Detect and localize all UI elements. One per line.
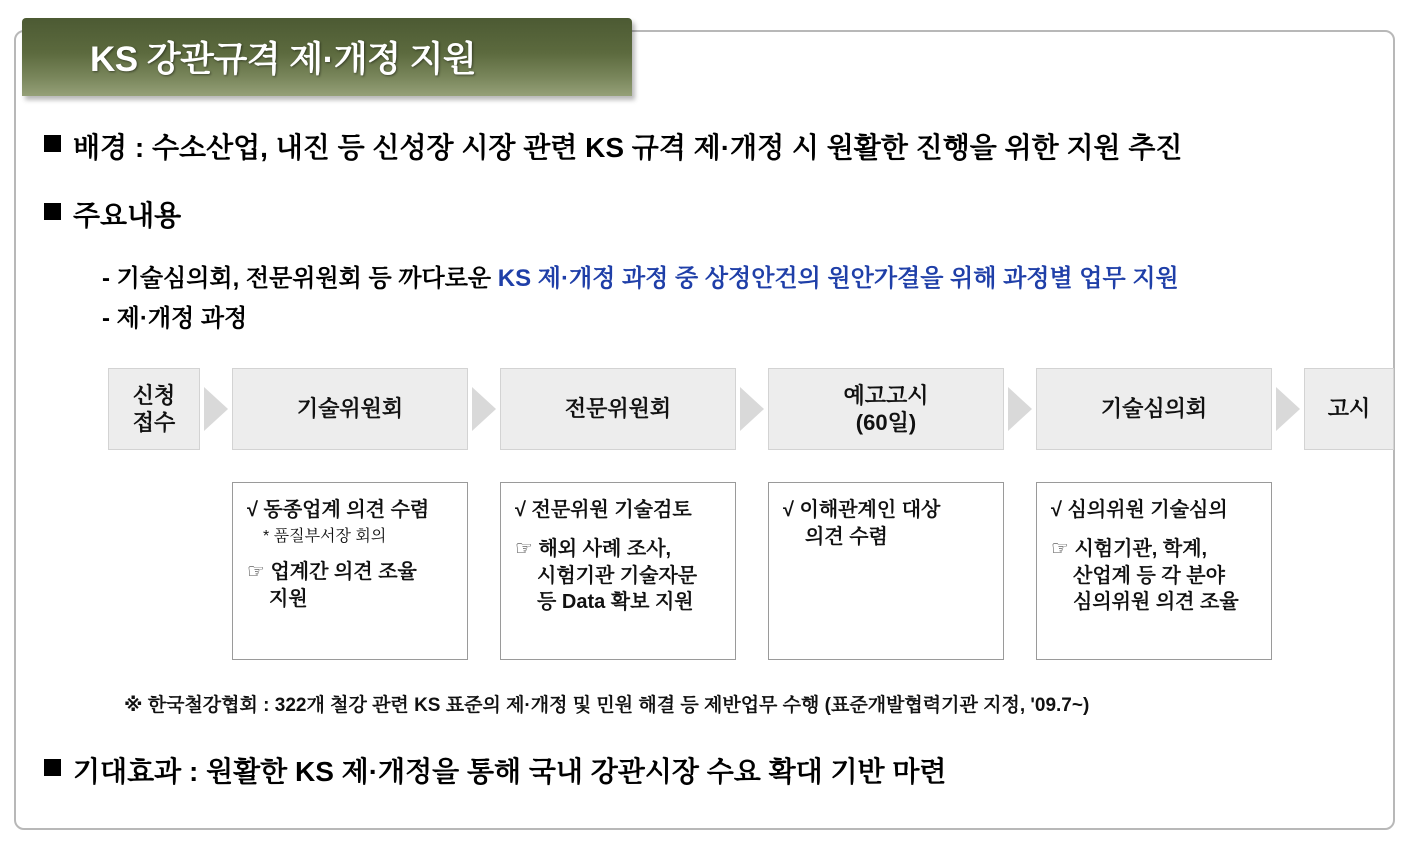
flow-arrow-icon (1008, 387, 1032, 431)
flow-step-deliberation-committee (1036, 368, 1272, 450)
flow-step-public-notice (768, 368, 1004, 450)
spacer (1051, 524, 1259, 536)
bullet-background-text: 배경 : 수소산업, 내진 등 신성장 시장 관련 KS 규격 제·개정 시 원활한 진행을 위한 지원 추진 (73, 132, 1183, 163)
spacer (515, 524, 723, 536)
detail-point-2-b: 시험기관 기술자문 (537, 564, 698, 587)
flow-step-application-label: 신청 접수 (132, 382, 176, 435)
slide-content (14, 30, 1395, 830)
detail-line-1-pre: - 기술심의회, 전문위원회 등 까다로운 (102, 265, 498, 292)
detail-line-1 (102, 258, 1179, 293)
process-flow (108, 368, 1371, 468)
flow-step-expert-committee-label: 전문위원회 (564, 396, 672, 422)
bullet-background (44, 126, 1182, 166)
page-title: KS 강관규격 제·개정 지원 (90, 40, 477, 79)
flow-step-notification (1304, 368, 1394, 450)
spacer (247, 547, 455, 559)
flow-arrow-icon (472, 387, 496, 431)
detail-check-3: √ 이해관계인 대상 (783, 499, 941, 521)
bullet-main-content-text: 주요내용 (73, 200, 182, 231)
flow-step-expert-committee (500, 368, 736, 450)
square-bullet-icon (44, 203, 61, 220)
detail-box-deliberation-committee (1036, 482, 1272, 660)
detail-check-4: √ 심의위원 기술심의 (1051, 499, 1228, 521)
detail-point-3-a: 의견 수렴 (805, 525, 888, 548)
flow-step-public-notice-label: 예고고시 (60일) (843, 382, 929, 435)
detail-line-1-highlight: KS 제·개정 과정 중 상정안건의 원안가결을 위해 과정별 업무 지원 (497, 265, 1179, 292)
bullet-main-content (44, 194, 181, 234)
detail-point-4-b: 산업계 등 각 분야 (1073, 564, 1225, 587)
flow-arrow-icon (740, 387, 764, 431)
bullet-expected-effect-text: 기대효과 : 원활한 KS 제·개정을 통해 국내 강관시장 수요 확대 기반 마련 (73, 756, 947, 787)
flow-step-technical-committee-label: 기술위원회 (296, 396, 404, 422)
detail-box-expert-committee (500, 482, 736, 660)
detail-line-2: - 제·개정 과정 (102, 305, 248, 332)
square-bullet-icon (44, 759, 61, 776)
detail-point-1-a: ☞ 업계간 의견 조율 (247, 561, 417, 584)
detail-point-2-c: 등 Data 확보 지원 (537, 591, 694, 614)
bullet-expected-effect (44, 750, 946, 790)
flow-step-deliberation-committee-label: 기술심의회 (1100, 396, 1208, 422)
detail-point-2-a: ☞ 해외 사례 조사, (515, 537, 672, 560)
detail-point-4-a: ☞ 시험기관, 학계, (1051, 537, 1208, 560)
detail-check-1: √ 동종업계 의견 수렴 (247, 499, 430, 521)
detail-point-1-b: 지원 (269, 588, 308, 611)
flow-step-notification-label: 고시 (1327, 396, 1371, 422)
flow-arrow-icon (1276, 387, 1300, 431)
flow-arrow-icon (204, 387, 228, 431)
detail-box-public-notice (768, 482, 1004, 660)
detail-sub-1: * 품질부서장 회의 (263, 527, 387, 545)
footnote: ※ 한국철강협회 : 322개 철강 관련 KS 표준의 제·개정 및 민원 해결 등 제반업무 수행 (표준개발협력기관 지정, '09.7~) (124, 695, 1090, 716)
detail-check-2: √ 전문위원 기술검토 (515, 499, 692, 521)
detail-box-technical-committee (232, 482, 468, 660)
detail-point-4-c: 심의위원 의견 조율 (1073, 591, 1239, 614)
flow-step-technical-committee (232, 368, 468, 450)
flow-step-application (108, 368, 200, 450)
square-bullet-icon (44, 135, 61, 152)
